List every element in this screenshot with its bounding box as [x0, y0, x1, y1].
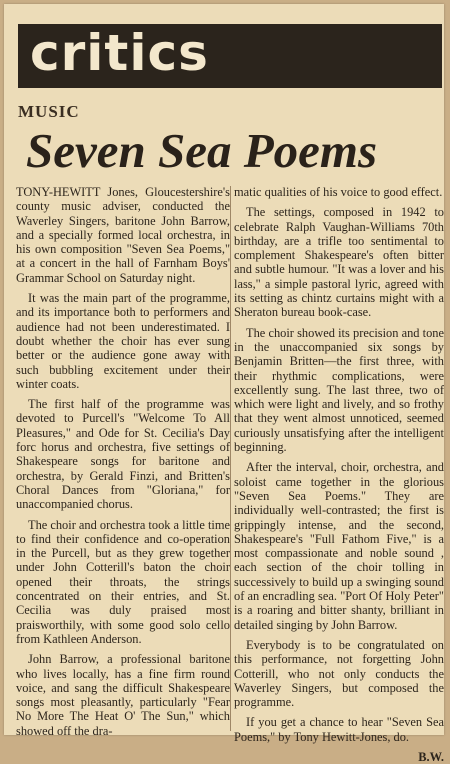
- paragraph: The first half of the programme was devoted to Purcell's "Welcome To All Pleasures," and Ode for St. Cecilia's Day forc horus and orchestra, five settings of Shakespeare songs for baritone and orchestra, by Gerald Finzi, and Britten's Choral Dances from "Gloriana," for unaccompanied chorus.: [16, 397, 230, 512]
- section-label: MUSIC: [18, 102, 80, 121]
- paragraph: matic qualities of his voice to good effect.: [234, 185, 443, 199]
- paragraph: It was the main part of the programme, and its importance both to performers and audience had not been underestimated. I doubt whether the choir has ever sung better or the audience gone away with such bubbling excitement under their winter coats.: [16, 291, 230, 391]
- article-column-left: [16, 185, 230, 744]
- paragraph: The choir and orchestra took a little time to find their confidence and co-operation in the Purcell, but as they grew together under John Cotterill's baton the choir opened their throats, the strings concentrated on their entries, and St. Cecilia was duly praised most praisworthily, with some good solo cello from Kathleen Anderson.: [16, 517, 230, 646]
- author-signature: B.W.: [418, 749, 444, 764]
- paragraph: Everybody is to be congratulated on this performance, not forgetting John Cotterill, who not only conducts the Waverley Singers, but composed the programme.: [234, 637, 444, 710]
- paragraph: If you get a chance to hear "Seven Sea Poems," by Tony Hewitt-Jones, do.: [234, 715, 444, 744]
- article-headline: Seven Sea Poems: [26, 123, 378, 178]
- column-banner: critics: [18, 24, 442, 88]
- paragraph: The choir showed its precision and tone in the unaccompanied six songs by Benjamin Britten—the first three, with their rhythmic complications, were excellently sung. The last three, two of which were light and lively, and so frothy that they went almost unnoticed, seemed curiously unsatisfying after the intelligent beginning.: [234, 325, 444, 455]
- newspaper-clipping: [4, 4, 444, 764]
- paragraph: John Barrow, a professional baritone who lives locally, has a fine firm round voice, and sang the difficult Shakespeare songs most pleasantly, particularly "Fear No More The Heat O' The Sun," which showed off the dra-: [16, 652, 230, 738]
- paragraph: The settings, composed in 1942 to celebrate Ralph Vaughan-Williams 70th birthday, are a trifle too sentimental to complement Shakespeare's often bitter and subtle humour. "It was a lover and his lass," a simple pastoral lyric, agreed with its setting as chintz curtains might with a Sheraton bureau book-case.: [234, 205, 444, 320]
- paragraph: TONY-HEWITT Jones, Gloucestershire's county music adviser, conducted the Waverley Singers, baritone John Barrow, and a specially formed local orchestra, in his own composition "Seven Sea Poems," at a concert in the hall of Farnham Boys' Grammar School on Saturday night.: [16, 185, 230, 285]
- paragraph: After the interval, choir, orchestra, and soloist came together in the glorious "Seven Sea Poems." They are individually well-contrasted; the first is grippingly intense, and the second, Shakespeare's "Full Fathom Five," is a most compassionate and noble sound , each section of the choir tolling in successively to build up a swinging sound of an encradling sea. "Port Of Holy Peter" is a roaring and bitter shanty, brilliant in detailed singing by John Barrow.: [234, 460, 444, 632]
- column-divider: [230, 186, 231, 731]
- article-column-right: [234, 185, 444, 764]
